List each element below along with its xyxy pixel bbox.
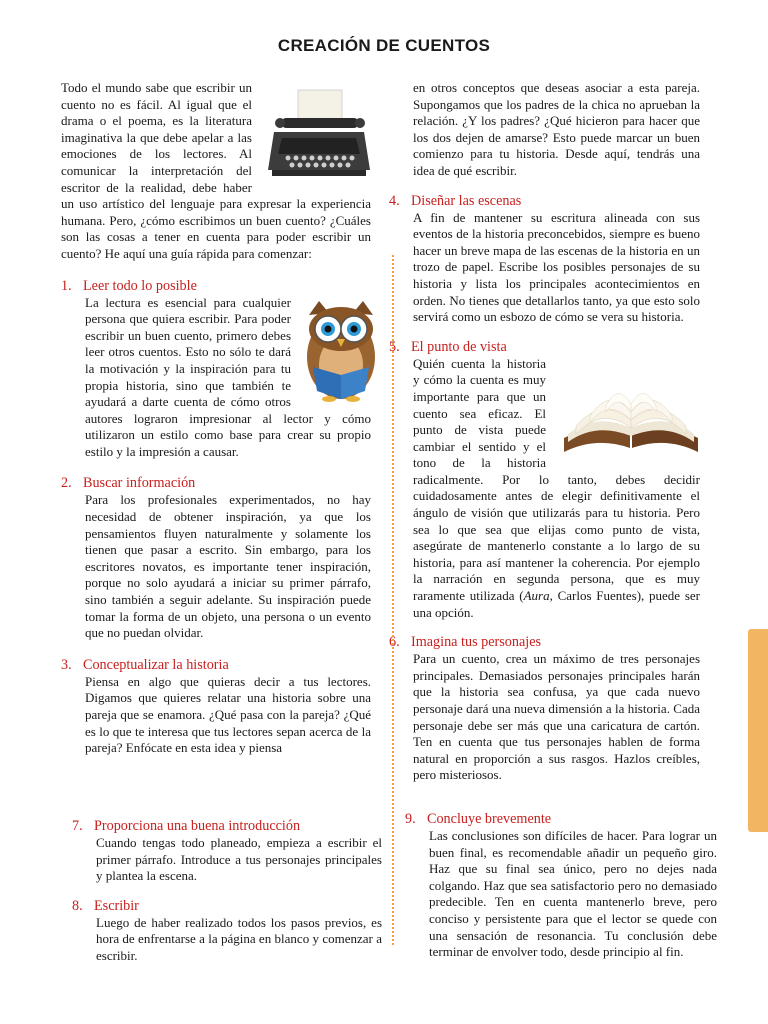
section-7-body: Cuando tengas todo planeado, empieza a escribir el primer párrafo. Introduce a tus personajes principales y plantea la escena. [96,835,382,884]
section-4-heading: 4. Diseñar las escenas [389,192,522,209]
section-5-body: Quién cuenta la historia y cómo la cuenta es muy importante para que un cuento sea eficaz. El punto de vista puede cambiar el sentido y el tono de la historia radicalmente. Por lo tanto, debes decidir cuidadosamente antes de elegir definitivamente el ángulo de visión que utilizarás para tu historia. Pero sea lo que sea que elijas como punto de vista, asegúrate de mantenerlo constante a lo largo de su historia, para así mantener la coherencia. Por ejemplo la narración en segunda persona, que es muy raramente utilizada (Aura, Carlos Fuentes), puede ser una opción. [413,356,700,622]
right-column-bottom [405,810,717,961]
section-6-heading: 6. Imagina tus personajes [389,634,542,651]
section-8-heading: 8. Escribir [72,897,139,914]
left-column-bottom [72,817,382,965]
section-9-body: Las conclusiones son difíciles de hacer. Para lograr un buen final, es recomendable añadir un pequeño giro. Haz que su final sea único, pero no dejes nada colgando. Haz que sea satisfactorio pero no demasiado predecible. Ten en cuenta mantenerlo breve, pero conciso y persistente para que el lector se quede con una sensación de resonancia. Tu conclusión debe terminar de envolver todo, desde principio al fin. [429,828,717,960]
owl-reading-image [299,295,383,405]
column-divider [392,255,394,945]
open-book-image [556,376,706,460]
section-5-heading: 5. El punto de vista [389,338,507,355]
page-title: CREACIÓN DE CUENTOS [277,36,491,55]
section-3-body: Piensa en algo que quieras decir a tus lectores. Digamos que quieres relatar una historia sobre una pareja que se enamora. ¿Qué pasa con la pareja? ¿Qué es lo que te interesa que tus lectores sepan acerca de la pareja? Enfócate en esta idea y piensa [85,673,371,756]
section-6-body: Para un cuento, crea un máximo de tres personajes principales. Demasiados personajes principales harán que la historia sea confusa, ya que cada nuevo personaje dará una nueva dimensión a la historia. Cada personaje debe ser más que una caricatura de cartón. Ten en cuenta que tus personajes hablen de forma natural en proporción a sus rasgos. Hazlos creíbles, pero misteriosos. [413,651,700,783]
section-8-body: Luego de haber realizado todos los pasos previos, es hora de enfrentarse a la página en blanco y comenzar a escribir. [96,914,382,963]
typewriter-image [264,84,374,184]
section-7-heading: 7. Proporciona una buena introducción [72,818,301,834]
section-3-continued: en otros conceptos que deseas asociar a esta pareja. Supongamos que los padres de la chica no aprueban la relación. ¿Y los padres? ¿Qué hicieron para hacer que los dos dejen de amarse? Esto puede marcar un buen comienzo para tu historia. Desde aquí, tendrás una idea de qué escribir. [413,80,700,178]
side-tab-marker [748,629,768,832]
section-1-body: La lectura es esencial para cualquier persona que quiera escribir. Para poder escribir un buen cuento, primero debes leer otros cuentos. Esto no sólo te dará la motivación y la inspiración para tu propia historia, sino que también te ayudará a darte cuenta de cómo otros autores lograron impresionar al lector y cómo utilizaron un estilo como base para crear su propio estilo y la impresión a causar. [85,295,371,461]
right-column [389,80,700,784]
intro-paragraph: Todo el mundo sabe que escribir un cuento no es fácil. Al igual que el drama o el poema, es la literatura imaginativa la que debe apelar a las emociones de los lectores. Al comunicar la interpretación del escritor de la realidad, debe haber un uso artístico del lenguaje para expresar la experiencia humana. Pero, ¿cómo escribimos un buen cuento? ¿Cuáles son las cosas a tener en cuenta para poder escribir un cuento? He aquí una guía rápida para comenzar: [61,80,371,261]
section-3-heading: 3. Conceptualizar la historia [61,656,229,673]
section-9-heading: 9. Concluye brevemente [405,811,552,827]
section-2-heading: 2. Buscar información [61,475,196,492]
left-column [61,80,371,757]
section-4-body: A fin de mantener su escritura alineada con sus eventos de la historia preconcebidos, siempre es bueno hacer un breve mapa de las escenas de la historia en un trozo de papel. Escribe los posibles personajes de su historia y lista los principales acontecimientos en orden. No tienes que detallarlos tanto, ya que esto solo servirá como un esbozo de cómo se vera su historia. [413,209,700,325]
section-1-heading: 1. Leer todo lo posible [61,277,197,294]
section-2-body: Para los profesionales experimentados, no hay necesidad de obtener inspiración, ya que los pensamientos fluyen naturalmente y solamente los tienen que pasar a escrito. Sin embargo, para los escritores novatos, es importante tener inspiración, porque no solo ayudará a iniciar su primer párrafo, sino también a seguir adelante. Su inspiración puede tomar la forma de un objeto, una persona o un evento que no puedan olvidar. [85,492,371,641]
